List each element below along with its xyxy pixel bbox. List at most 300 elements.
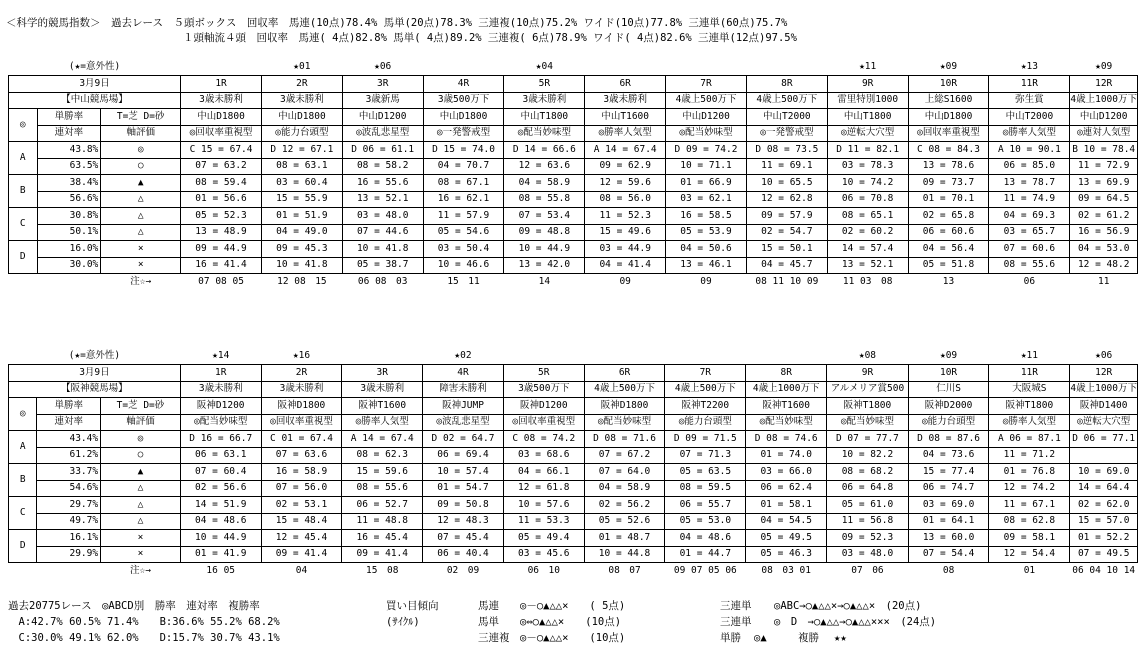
index-cell: 01 = 56.6 xyxy=(181,191,262,208)
footer-fuku-v: ★★ xyxy=(834,632,847,644)
data-row xyxy=(9,191,1138,208)
index-cell: 07 = 53.4 xyxy=(504,208,585,225)
footer-buy-1-v: ◎⇔○▲△△× (10点) xyxy=(520,616,622,628)
index-cell: 08 = 65.1 xyxy=(827,208,908,225)
index-cell xyxy=(1070,447,1138,464)
header-box-line: 過去レース ５頭ボックス 回収率 馬連(10点)78.4% 馬単(20点)78.3% 三連複(10点)75.2% ワイド(10点)77.8% 三連単(60点)75.7% xyxy=(111,17,788,29)
index-cell: 07 = 64.0 xyxy=(584,464,665,481)
race-note: 08 11 10 09 xyxy=(755,276,819,287)
index-cell: 02 = 60.2 xyxy=(827,224,908,241)
race-number: 8R xyxy=(746,365,827,382)
race-type: ◎勝率人気型 xyxy=(585,125,666,142)
race-note: 08 03 01 xyxy=(761,565,811,576)
race-class: 3歳未勝利 xyxy=(180,381,261,398)
index-cell: 04 = 70.7 xyxy=(423,158,504,175)
index-cell: D 06 = 77.1 xyxy=(1070,431,1138,448)
index-cell: D 11 = 82.1 xyxy=(827,142,908,159)
index-cell: 11 = 74.9 xyxy=(989,191,1070,208)
race-star: ★06 xyxy=(1095,350,1113,361)
index-cell: 07 = 63.6 xyxy=(261,447,342,464)
race-type: ◎能力台頭型 xyxy=(261,125,342,142)
index-cell: 01 = 58.1 xyxy=(746,497,827,514)
index-cell: 05 = 61.0 xyxy=(827,497,908,514)
index-cell: 14 = 57.4 xyxy=(827,241,908,258)
axis-mark: × xyxy=(101,241,181,258)
race-star: ★13 xyxy=(1020,61,1038,72)
index-cell: 08 = 63.1 xyxy=(261,158,342,175)
index-cell: 03 = 48.0 xyxy=(342,208,423,225)
index-cell: A 10 = 90.1 xyxy=(989,142,1070,159)
index-cell: 08 = 56.0 xyxy=(585,191,666,208)
index-cell: 14 = 51.9 xyxy=(180,497,261,514)
index-cell: 13 = 78.7 xyxy=(989,175,1070,192)
index-cell: 07 = 71.3 xyxy=(665,447,746,464)
index-cell: 12 = 63.6 xyxy=(504,158,585,175)
index-cell: D 14 = 66.6 xyxy=(504,142,585,159)
index-cell: 10 = 69.0 xyxy=(1070,464,1138,481)
index-cell: 04 = 58.9 xyxy=(584,480,665,497)
group-label: B xyxy=(9,464,37,497)
race-type: ◎逆転大穴型 xyxy=(1070,414,1138,431)
race-star: ★16 xyxy=(292,350,311,361)
race-star: ★01 xyxy=(293,61,311,72)
index-cell: 15 = 48.4 xyxy=(261,513,342,530)
race-course: 中山D1800 xyxy=(423,109,504,126)
index-cell: 03 = 50.4 xyxy=(423,241,504,258)
index-cell: 06 = 85.0 xyxy=(989,158,1070,175)
race-note: 13 xyxy=(942,276,955,287)
unexpected-note: (★=意外性) xyxy=(68,61,121,72)
rate-value: 29.7% xyxy=(37,497,101,514)
index-cell: 07 = 63.2 xyxy=(181,158,262,175)
race-star: ★08 xyxy=(858,350,877,361)
index-cell: 02 = 65.8 xyxy=(908,208,989,225)
index-cell: D 16 = 66.7 xyxy=(180,431,261,448)
race-number: 11R xyxy=(989,365,1070,382)
index-cell: 13 = 42.0 xyxy=(504,257,585,274)
double-circle-mark: ◎ xyxy=(9,109,38,142)
footer-buy-2-k: 三連複 xyxy=(478,632,510,644)
notes-spacer xyxy=(9,563,37,580)
race-number: 10R xyxy=(908,365,989,382)
race-type: ◎波乱悲星型 xyxy=(423,414,504,431)
footer-fuku-k: 複勝 xyxy=(798,632,819,644)
index-cell: 05 = 38.7 xyxy=(342,257,423,274)
axis-mark: △ xyxy=(101,497,181,514)
race-course: 中山D1800 xyxy=(181,109,262,126)
index-cell: 07 = 49.5 xyxy=(1070,546,1138,563)
race-star: ★04 xyxy=(535,61,553,72)
index-cell: 12 = 62.8 xyxy=(746,191,827,208)
race-star xyxy=(665,348,746,365)
race-number: 7R xyxy=(665,365,746,382)
race-note: 11 xyxy=(1097,276,1110,287)
footer-buy-1-k: 馬単 xyxy=(478,616,499,628)
index-cell: 05 = 52.3 xyxy=(181,208,262,225)
type-row xyxy=(9,125,1138,142)
race-class: 仁川S xyxy=(908,381,989,398)
rate-value: 33.7% xyxy=(37,464,101,481)
axis-mark: × xyxy=(101,257,181,274)
race-note: 15 08 xyxy=(366,565,399,576)
race-number: 9R xyxy=(827,365,908,382)
index-cell: 04 = 73.6 xyxy=(908,447,989,464)
index-cell: 09 = 41.4 xyxy=(261,546,342,563)
index-cell: 04 = 58.9 xyxy=(504,175,585,192)
data-row xyxy=(9,464,1138,481)
race-course: 中山T1600 xyxy=(585,109,666,126)
index-cell: 02 = 53.1 xyxy=(261,497,342,514)
star-row xyxy=(9,59,1138,76)
footer-tan-k: 単勝 xyxy=(720,632,741,644)
axis-mark: △ xyxy=(101,191,181,208)
race-class-row xyxy=(9,381,1138,398)
race-course: 中山D1200 xyxy=(1070,109,1138,126)
race-number: 3R xyxy=(342,76,423,93)
rate-value: 30.0% xyxy=(37,257,101,274)
index-cell: 11 = 67.1 xyxy=(989,497,1070,514)
notes-spacer xyxy=(37,563,101,580)
race-class: 3歳未勝利 xyxy=(504,92,585,109)
race-table xyxy=(8,348,1138,579)
index-cell: 01 = 74.0 xyxy=(746,447,827,464)
data-row xyxy=(9,257,1138,274)
index-cell: 03 = 68.6 xyxy=(503,447,584,464)
index-cell: D 08 = 73.5 xyxy=(746,142,827,159)
race-class: 4歳上500万下 xyxy=(665,381,746,398)
index-cell: 04 = 53.0 xyxy=(1070,241,1138,258)
race-class: 雷里特別1000 xyxy=(827,92,908,109)
notes-label: 注☆→ xyxy=(130,276,152,287)
rate-value: 43.4% xyxy=(37,431,101,448)
race-course: 中山T2000 xyxy=(989,109,1070,126)
index-cell: 10 = 44.8 xyxy=(584,546,665,563)
index-cell: 01 = 48.7 xyxy=(584,530,665,547)
data-row xyxy=(9,497,1138,514)
race-type: ◎配当妙味型 xyxy=(504,125,585,142)
index-cell: 08 = 68.2 xyxy=(827,464,908,481)
rate-value: 49.7% xyxy=(37,513,101,530)
index-cell: 16 = 41.4 xyxy=(181,257,262,274)
index-cell: 15 = 59.6 xyxy=(342,464,423,481)
race-class: 4歳上1000万下 xyxy=(1070,381,1138,398)
race-note: 11 03 08 xyxy=(842,276,893,287)
index-cell: 04 = 49.0 xyxy=(261,224,342,241)
race-date: 3月9日 xyxy=(9,365,181,382)
race-number: 3R xyxy=(342,365,423,382)
race-star xyxy=(746,59,827,76)
index-cell: 06 = 69.4 xyxy=(423,447,504,464)
index-cell: 08 = 62.8 xyxy=(989,513,1070,530)
course-row xyxy=(9,109,1138,126)
rate-value: 29.9% xyxy=(37,546,101,563)
race-number: 1R xyxy=(180,365,261,382)
rate-value: 63.5% xyxy=(37,158,101,175)
race-note: 04 xyxy=(295,565,308,576)
race-course: 阪神D1200 xyxy=(180,398,261,415)
data-row xyxy=(9,224,1138,241)
race-class: 3歳未勝利 xyxy=(261,92,342,109)
data-row xyxy=(9,175,1138,192)
index-cell: 09 = 45.3 xyxy=(261,241,342,258)
data-row xyxy=(9,447,1138,464)
index-cell: 15 = 77.4 xyxy=(908,464,989,481)
race-type: ◎連対人気型 xyxy=(1070,125,1138,142)
index-cell: 01 = 54.7 xyxy=(423,480,504,497)
index-cell: 10 = 74.2 xyxy=(827,175,908,192)
race-note: 06 04 10 14 xyxy=(1072,565,1136,576)
index-cell: 06 = 64.8 xyxy=(827,480,908,497)
race-number-row xyxy=(9,365,1138,382)
index-cell: 03 = 44.9 xyxy=(585,241,666,258)
group-label: A xyxy=(9,142,38,175)
index-cell: 03 = 45.6 xyxy=(503,546,584,563)
index-cell: 07 = 44.6 xyxy=(342,224,423,241)
race-number: 10R xyxy=(908,76,989,93)
race-note: 06 08 03 xyxy=(357,276,408,287)
index-cell: 11 = 72.9 xyxy=(1070,158,1138,175)
index-cell: 05 = 49.4 xyxy=(503,530,584,547)
index-cell: 04 = 48.6 xyxy=(665,530,746,547)
race-note: 09 xyxy=(619,276,631,287)
axis-mark: × xyxy=(101,530,181,547)
axis-mark: ▲ xyxy=(101,175,181,192)
race-course: 阪神T1600 xyxy=(746,398,827,415)
index-cell: A 14 = 67.4 xyxy=(585,142,666,159)
race-number: 12R xyxy=(1070,76,1138,93)
race-type: ◎勝率人気型 xyxy=(989,414,1070,431)
data-row xyxy=(9,431,1138,448)
index-cell: D 06 = 61.1 xyxy=(342,142,423,159)
race-number-row xyxy=(9,76,1138,93)
index-cell: 01 = 66.9 xyxy=(666,175,747,192)
footer-buy-title: 買い目傾向 xyxy=(386,600,439,612)
index-cell: 11 = 57.9 xyxy=(423,208,504,225)
index-cell: 09 = 52.3 xyxy=(827,530,908,547)
index-cell: 02 = 56.2 xyxy=(584,497,665,514)
index-cell: 07 = 54.4 xyxy=(908,546,989,563)
index-cell: 06 = 55.7 xyxy=(665,497,746,514)
index-cell: 13 = 52.1 xyxy=(827,257,908,274)
footer-tri-0-k: 三連単 xyxy=(720,600,752,612)
index-cell: 10 = 57.4 xyxy=(423,464,504,481)
race-course: 阪神T2200 xyxy=(665,398,746,415)
index-cell: 01 = 51.9 xyxy=(261,208,342,225)
race-type: ◎配当妙味型 xyxy=(584,414,665,431)
race-class: 障害未勝利 xyxy=(423,381,504,398)
index-cell: 12 = 45.4 xyxy=(261,530,342,547)
race-number: 11R xyxy=(989,76,1070,93)
race-class: 3歳未勝利 xyxy=(261,381,342,398)
race-star xyxy=(503,348,584,365)
index-cell: 07 = 60.4 xyxy=(180,464,261,481)
index-cell: 04 = 66.1 xyxy=(503,464,584,481)
race-type: ◎一発警戒型 xyxy=(746,125,827,142)
index-cell: 10 = 44.9 xyxy=(504,241,585,258)
race-course: 中山D1200 xyxy=(666,109,747,126)
race-class: 3歳500万下 xyxy=(503,381,584,398)
index-cell: 05 = 51.8 xyxy=(908,257,989,274)
index-cell: 16 = 58.5 xyxy=(666,208,747,225)
index-cell: 11 = 56.8 xyxy=(827,513,908,530)
race-star: ★11 xyxy=(1020,350,1038,361)
race-type: ◎配当妙味型 xyxy=(827,414,908,431)
race-note: 02 09 xyxy=(446,565,480,576)
index-cell: A 14 = 67.4 xyxy=(342,431,423,448)
race-star: ★09 xyxy=(939,350,958,361)
data-row xyxy=(9,158,1138,175)
index-cell: 05 = 52.6 xyxy=(584,513,665,530)
race-class-row xyxy=(9,92,1138,109)
race-note: 07 08 05 xyxy=(198,276,244,287)
index-cell: 09 = 48.8 xyxy=(504,224,585,241)
footer-buy-0-v: ◎－○▲△△× ( 5点) xyxy=(520,600,626,612)
rate-value: 16.1% xyxy=(37,530,101,547)
index-cell: 09 = 64.5 xyxy=(1070,191,1138,208)
index-cell: 02 = 61.2 xyxy=(1070,208,1138,225)
rate-value: 61.2% xyxy=(37,447,101,464)
race-class: 4歳上500万下 xyxy=(584,381,665,398)
race-note: 06 10 xyxy=(527,565,560,576)
header-axis-eval: 軸評価 xyxy=(101,414,181,431)
race-class: 上総S1600 xyxy=(908,92,989,109)
index-cell: 07 = 56.0 xyxy=(261,480,342,497)
axis-mark: ◎ xyxy=(101,142,181,159)
index-cell: 10 = 65.5 xyxy=(746,175,827,192)
group-label: A xyxy=(9,431,37,464)
footer-stats-title: 過去20775レース ◎ABCD別 勝率 連対率 複勝率 xyxy=(8,600,260,612)
index-cell: 10 = 71.1 xyxy=(666,158,747,175)
index-cell: 04 = 48.6 xyxy=(180,513,261,530)
index-cell: D 07 = 77.7 xyxy=(827,431,908,448)
race-type: ◎波乱悲星型 xyxy=(342,125,423,142)
index-cell: D 09 = 74.2 xyxy=(666,142,747,159)
axis-mark: △ xyxy=(101,513,181,530)
venue-label: 【阪神競馬場】 xyxy=(9,381,181,398)
race-type: ◎能力台頭型 xyxy=(908,414,989,431)
race-star xyxy=(181,59,262,76)
index-cell: 13 = 52.1 xyxy=(342,191,423,208)
race-star: ★09 xyxy=(1095,61,1113,72)
header-win-rate: 単勝率 xyxy=(37,398,101,415)
header-place-rate: 連対率 xyxy=(37,414,101,431)
index-cell: 11 = 48.8 xyxy=(342,513,423,530)
footer-stats-ab: A:42.7% 60.5% 71.4% B:36.6% 55.2% 68.2% xyxy=(8,616,280,628)
notes-label: 注☆→ xyxy=(129,565,151,576)
race-course: 阪神D1800 xyxy=(261,398,342,415)
race-type: ◎配当妙味型 xyxy=(666,125,747,142)
race-type: ◎回収率重視型 xyxy=(261,414,342,431)
race-class: 3歳未勝利 xyxy=(585,92,666,109)
index-cell: 09 = 62.9 xyxy=(585,158,666,175)
axis-mark: △ xyxy=(101,480,181,497)
index-cell: 16 = 55.6 xyxy=(342,175,423,192)
race-course: 中山D1200 xyxy=(342,109,423,126)
data-row xyxy=(9,142,1138,159)
race-class: 3歳500万下 xyxy=(423,92,504,109)
race-course: 中山T2000 xyxy=(746,109,827,126)
index-cell: 05 = 53.9 xyxy=(666,224,747,241)
index-cell: D 08 = 74.6 xyxy=(746,431,827,448)
index-cell: 11 = 71.2 xyxy=(989,447,1070,464)
race-number: 5R xyxy=(504,76,585,93)
index-cell: 08 = 59.4 xyxy=(181,175,262,192)
axis-mark: △ xyxy=(101,224,181,241)
index-cell: 12 = 59.6 xyxy=(585,175,666,192)
index-cell: 12 = 48.2 xyxy=(1070,257,1138,274)
index-cell: 12 = 48.3 xyxy=(423,513,504,530)
index-cell: 13 = 69.9 xyxy=(1070,175,1138,192)
race-note: 12 08 15 xyxy=(277,276,327,287)
index-cell: B 10 = 78.4 xyxy=(1070,142,1138,159)
index-cell: 16 = 56.9 xyxy=(1070,224,1138,241)
race-table xyxy=(8,59,1138,290)
index-cell: 11 = 52.3 xyxy=(585,208,666,225)
index-cell: 01 = 76.8 xyxy=(989,464,1070,481)
index-cell: 12 = 74.2 xyxy=(989,480,1070,497)
index-cell: D 12 = 67.1 xyxy=(261,142,342,159)
index-cell: 01 = 70.1 xyxy=(908,191,989,208)
index-cell: 09 = 44.9 xyxy=(181,241,262,258)
race-course: 阪神D1800 xyxy=(584,398,665,415)
race-number: 2R xyxy=(261,76,342,93)
axis-mark: ○ xyxy=(101,447,181,464)
axis-mark: × xyxy=(101,546,181,563)
index-cell: 09 = 57.9 xyxy=(746,208,827,225)
race-note: 09 xyxy=(700,276,712,287)
data-row xyxy=(9,513,1138,530)
race-type: ◎回収率重視型 xyxy=(181,125,262,142)
footer-stats-cd: C:30.0% 49.1% 62.0% D:15.7% 30.7% 43.1% xyxy=(8,632,280,644)
footer-buy-2-v: ◎－○▲△△× (10点) xyxy=(520,632,626,644)
index-cell: C 08 = 74.2 xyxy=(503,431,584,448)
race-type: ◎能力台頭型 xyxy=(665,414,746,431)
race-note: 09 07 05 06 xyxy=(673,565,737,576)
notes-spacer xyxy=(9,274,38,291)
group-label: C xyxy=(9,497,37,530)
header-place-rate: 連対率 xyxy=(37,125,101,142)
index-cell: 06 = 70.8 xyxy=(827,191,908,208)
index-cell: 15 = 49.6 xyxy=(585,224,666,241)
index-cell: 01 = 64.1 xyxy=(908,513,989,530)
notes-row xyxy=(9,563,1138,580)
header-axis-line: １頭軸流４頭 回収率 馬連( 4点)82.8% 馬単( 4点)89.2% 三連複( 6点)78.9% ワイド( 4点)82.6% 三連単(12点)97.5% xyxy=(120,32,797,44)
index-cell: 10 = 41.8 xyxy=(342,241,423,258)
footer-tri-1-k: 三連単 xyxy=(720,616,752,628)
race-course: 阪神T1800 xyxy=(827,398,908,415)
course-row xyxy=(9,398,1138,415)
index-cell: 10 = 57.6 xyxy=(503,497,584,514)
race-type: ◎配当妙味型 xyxy=(746,414,827,431)
index-cell: 08 = 67.1 xyxy=(423,175,504,192)
race-class: 3歳未勝利 xyxy=(342,381,423,398)
index-cell: 01 = 41.9 xyxy=(180,546,261,563)
race-number: 7R xyxy=(666,76,747,93)
index-cell: 06 = 74.7 xyxy=(908,480,989,497)
axis-mark: ▲ xyxy=(101,464,181,481)
race-type: ◎一発警戒型 xyxy=(423,125,504,142)
index-cell: D 15 = 74.0 xyxy=(423,142,504,159)
index-cell: 14 = 64.4 xyxy=(1070,480,1138,497)
race-number: 9R xyxy=(827,76,908,93)
index-cell: 03 = 69.0 xyxy=(908,497,989,514)
index-cell: 13 = 48.9 xyxy=(181,224,262,241)
race-star xyxy=(423,59,504,76)
race-star: ★14 xyxy=(212,350,230,361)
rate-value: 50.1% xyxy=(37,224,101,241)
race-type: ◎回収率重視型 xyxy=(503,414,584,431)
index-cell: 06 = 52.7 xyxy=(342,497,423,514)
